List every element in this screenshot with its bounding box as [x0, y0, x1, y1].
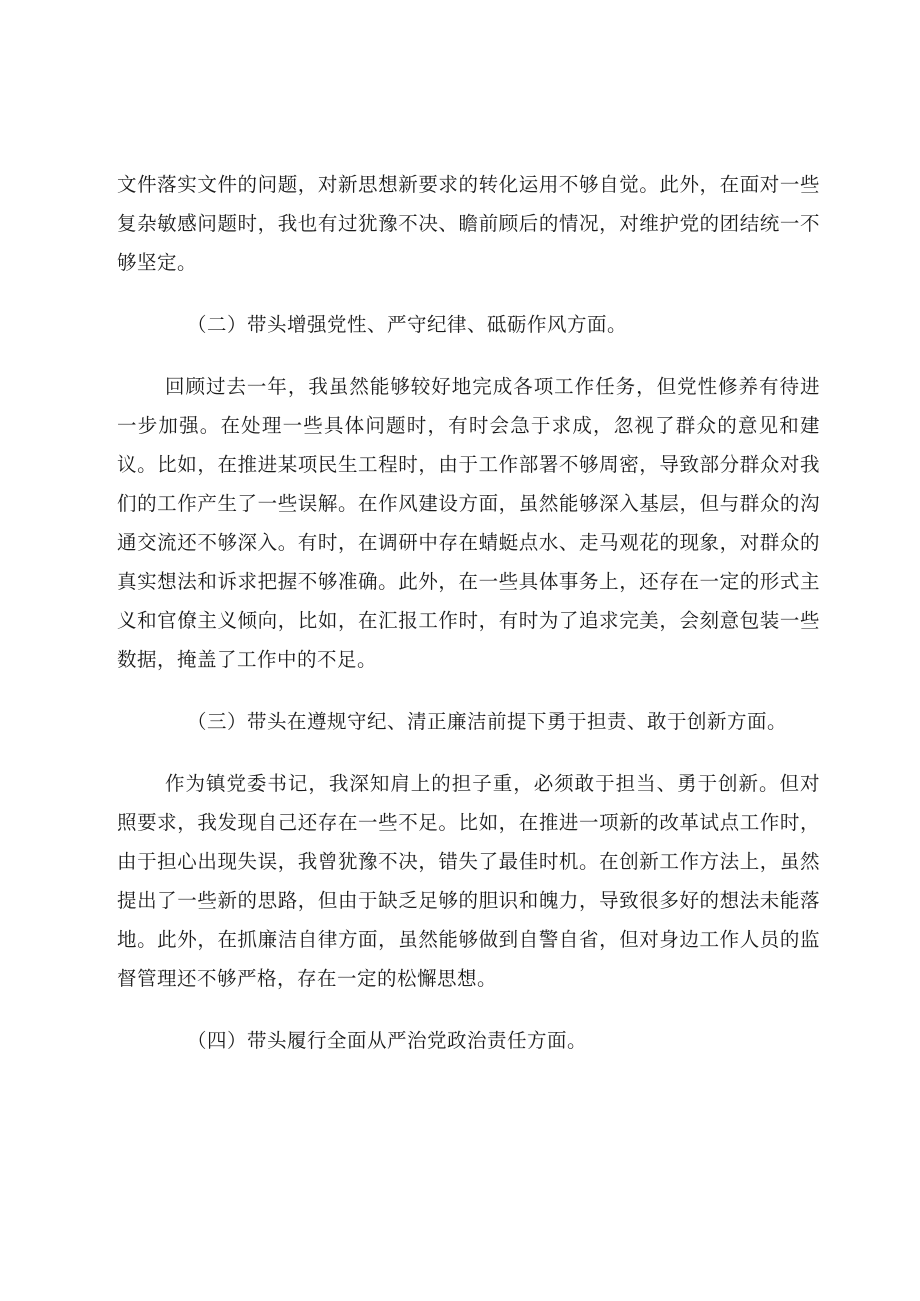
section-heading-4: （四）带头履行全面从严治党政治责任方面。: [187, 1029, 588, 1052]
document-body: [117, 165, 820, 1060]
paragraph-section-3-body: 作为镇党委书记，我深知肩上的担子重，必须敢于担当、勇于创新。但对照要求，我发现自己还存在一些不足。比如，在推进一项新的改革试点工作时，由于担心出现失误，我曾犹豫不决，错失了最佳时机。在创新工作方法上，虽然提出了一些新的思路，但由于缺乏足够的胆识和魄力，导致很多好的想法未能落地。此外，在抓廉洁自律方面，虽然能够做到自警自省，但对身边工作人员的监督管理还不够严格，存在一定的松懈思想。: [117, 772, 820, 990]
section-heading-3: （三）带头在遵规守纪、清正廉洁前提下勇于担责、敢于创新方面。: [187, 710, 788, 733]
section-heading-2: （二）带头增强党性、严守纪律、砥砺作风方面。: [187, 313, 628, 336]
paragraph-continuation: 文件落实文件的问题，对新思想新要求的转化运用不够自觉。此外，在面对一些复杂敏感问题时，我也有过犹豫不决、瞻前顾后的情况，对维护党的团结统一不够坚定。: [117, 173, 820, 274]
paragraph-section-2-body: 回顾过去一年，我虽然能够较好地完成各项工作任务，但党性修养有待进一步加强。在处理一些具体问题时，有时会急于求成，忽视了群众的意见和建议。比如，在推进某项民生工程时，由于工作部署不够周密，导致部分群众对我们的工作产生了一些误解。在作风建设方面，虽然能够深入基层，但与群众的沟通交流还不够深入。有时，在调研中存在蜻蜓点水、走马观花的现象，对群众的真实想法和诉求把握不够准确。此外，在一些具体事务上，还存在一定的形式主义和官僚主义倾向，比如，在汇报工作时，有时为了追求完美，会刻意包装一些数据，掩盖了工作中的不足。: [117, 375, 820, 671]
